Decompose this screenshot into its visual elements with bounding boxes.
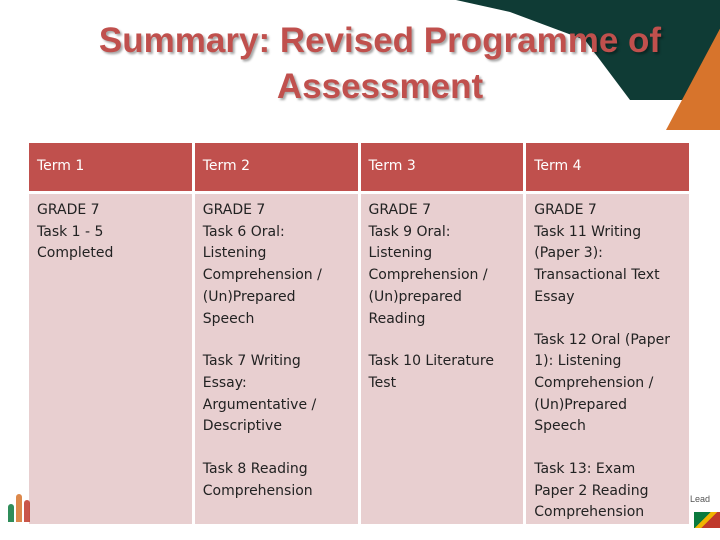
cell-block <box>534 330 681 439</box>
cell-block <box>369 200 516 330</box>
footer-brand-fragment: Lead <box>690 494 711 504</box>
assessment-table <box>26 140 692 527</box>
cell-term-4 <box>526 194 689 524</box>
table-row <box>29 194 689 524</box>
cell-line: GRADE 7 <box>534 202 597 218</box>
header-term-3: Term 3 <box>361 143 524 191</box>
cell-line: Completed <box>37 245 114 262</box>
coat-of-arms-logo <box>8 490 32 522</box>
cell-line: Speech <box>202 310 255 327</box>
cell-line: Task 12 Oral (Paper <box>534 331 670 348</box>
cell-line: Task 6 Oral: <box>202 223 285 240</box>
cell-line: (Paper 3): <box>534 245 603 262</box>
cell-line: (Un)Prepared <box>202 288 296 305</box>
cell-line: Task 8 Reading <box>202 461 308 478</box>
cell-line: Comprehension <box>202 482 313 499</box>
flag-icon <box>694 512 720 528</box>
cell-block <box>534 459 681 524</box>
cell-line: Argumentative / <box>202 396 317 413</box>
cell-line: Paper 2 Reading <box>534 482 649 499</box>
cell-line: Essay <box>534 288 575 305</box>
cell-block <box>203 459 350 502</box>
cell-line: Listening <box>202 245 267 262</box>
cell-line: GRADE 7 <box>368 202 432 218</box>
cell-line: Speech <box>534 418 586 435</box>
footer-brand <box>690 494 720 534</box>
cell-line: Task 10 Literature <box>368 353 494 370</box>
cell-line: Task 13: Exam <box>534 461 636 478</box>
cell-line: Reading <box>368 310 426 327</box>
header-term-1: Term 1 <box>29 143 192 191</box>
cell-line: Comprehension <box>534 504 645 521</box>
cell-line: Essay: <box>202 374 247 391</box>
cell-term-3 <box>361 194 524 524</box>
cell-line: Task 7 Writing <box>202 353 301 370</box>
cell-line: Task 1 - 5 <box>37 223 104 240</box>
cell-block <box>203 351 350 438</box>
cell-line: Comprehension / <box>202 267 322 284</box>
header-term-2: Term 2 <box>195 143 358 191</box>
cell-line: (Un)prepared <box>368 288 462 305</box>
slide-title: Summary: Revised Programme of Assessment <box>98 21 662 106</box>
cell-term-1 <box>29 194 192 524</box>
cell-line: Task 9 Oral: <box>368 223 451 240</box>
cell-line: Listening <box>368 245 433 262</box>
cell-block <box>37 200 184 265</box>
cell-line: Descriptive <box>202 418 282 435</box>
cell-block <box>534 200 681 309</box>
cell-line: GRADE 7 <box>37 202 100 218</box>
cell-line: GRADE 7 <box>202 202 266 218</box>
table-header-row <box>29 143 689 191</box>
cell-line: Comprehension / <box>368 267 488 284</box>
cell-block <box>203 200 350 330</box>
cell-line: Test <box>368 374 397 391</box>
header-term-4: Term 4 <box>526 143 689 191</box>
cell-line: Task 11 Writing <box>534 223 642 240</box>
cell-line: Transactional Text <box>534 267 660 284</box>
cell-block <box>369 351 516 394</box>
cell-line: Comprehension / <box>534 374 654 391</box>
cell-line: (Un)Prepared <box>534 396 627 413</box>
cell-term-2 <box>195 194 358 524</box>
cell-line: 1): Listening <box>534 353 622 370</box>
